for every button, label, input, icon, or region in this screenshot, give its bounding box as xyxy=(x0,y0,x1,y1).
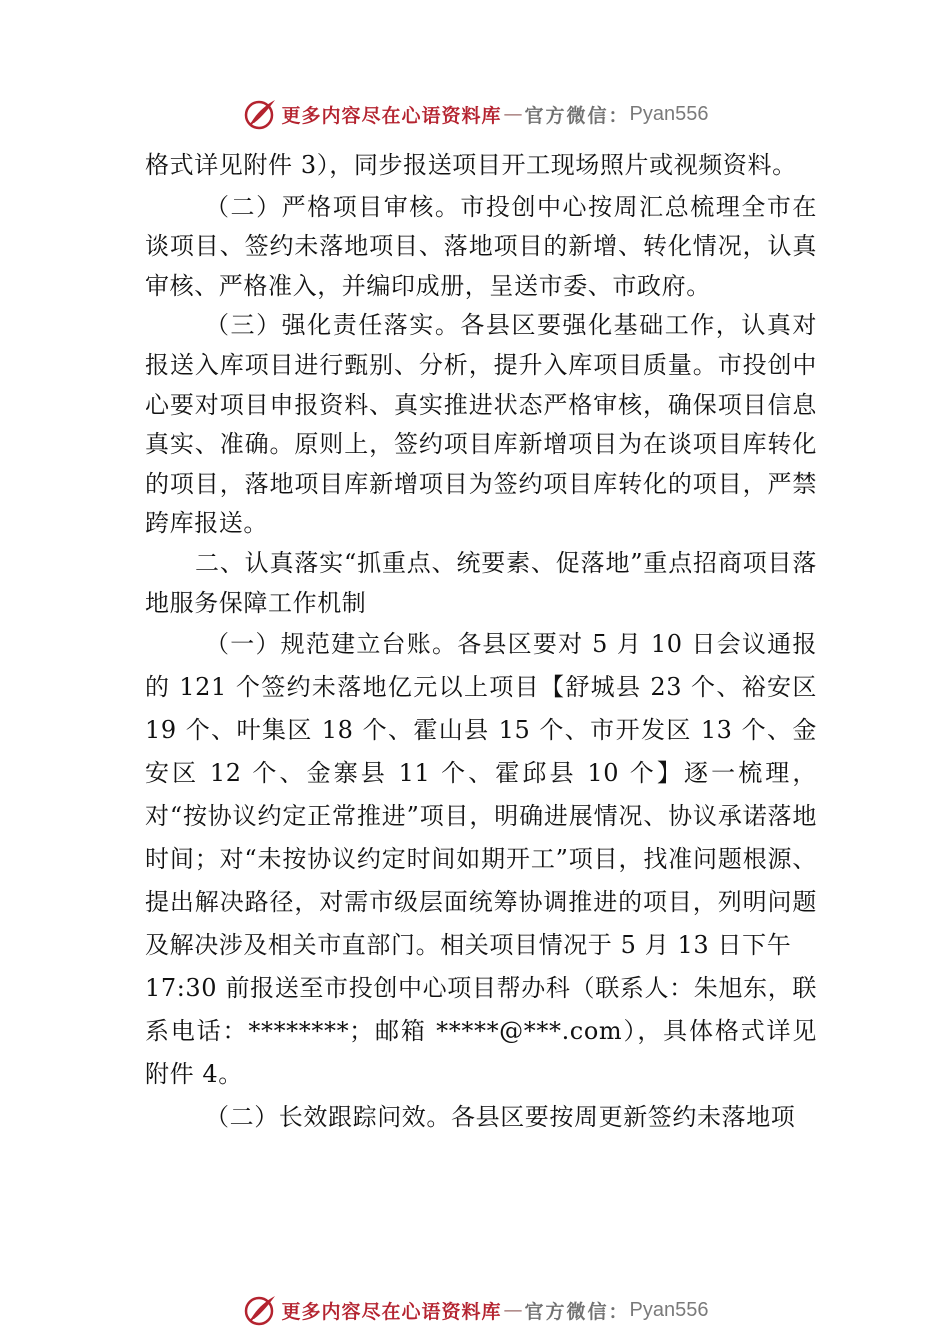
wechat-id: Pyan556 xyxy=(629,102,709,125)
quill-logo-icon xyxy=(242,96,278,132)
site-name: 更多内容尽在心语资料库 xyxy=(281,104,502,127)
paragraph-responsibility: （三）强化责任落实。各县区要强化基础工作，认真对报送入库项目进行甄别、分析，提升入库项目质量。市投创中心要对项目申报资料、真实推进状态严格审核，确保项目信息真实、准确。原则上，签约项目库新增项目为在谈项目库转化的项目，落地项目库新增项目为签约项目库转化的项目，严禁跨库报送。 xyxy=(145,311,817,538)
paragraph-ledger: （一）规范建立台账。各县区要对 5 月 10 日会议通报的 121 个签约未落地亿元以上项目【舒城县 23 个、裕安区 19 个、叶集区 18 个、霍山县 15 个、市开发区 13 个、金安区 12 个、金寨县 11 个、霍邱县 10 个】逐一梳理，对“按协议约定正常推进”项目，明确进展情况、协议承诺落地时间；对“未按协议约定时间如期开工”项目，找准问题根源、提出解决路径，对需市级层面统筹协调推进的项目，列明问题及解决涉及相关市直部门。相关项目情况于 5 月 13 日下午 xyxy=(145,630,817,960)
banner-dash: — xyxy=(503,103,523,125)
site-name: 更多内容尽在心语资料库 xyxy=(281,1300,502,1323)
wechat-label: 官方微信： xyxy=(524,1300,630,1323)
paragraph-continuation: 格式详见附件 3），同步报送项目开工现场照片或视频资料。 xyxy=(145,151,797,179)
wechat-id: Pyan556 xyxy=(629,1298,709,1321)
paragraph-tracking: （二）长效跟踪问效。各县区要按周更新签约未落地项 xyxy=(205,1103,796,1132)
paragraph-submission: 17:30 前报送至市投创中心项目帮办科（联系人：朱旭东，联系电话：********；邮箱 *****@***.com），具体格式详见附件 4。 xyxy=(145,974,817,1089)
paragraph-review: （二）严格项目审核。市投创中心按周汇总梳理全市在谈项目、签约未落地项目、落地项目的新增、转化情况，认真审核、严格准入，并编印成册，呈送市委、市政府。 xyxy=(145,192,817,300)
footer-banner xyxy=(0,1290,950,1330)
quill-logo-icon xyxy=(242,1292,278,1328)
wechat-label: 官方微信： xyxy=(524,104,630,127)
banner-dash: — xyxy=(503,1299,523,1321)
header-banner xyxy=(0,94,950,134)
document-body xyxy=(145,146,817,1139)
section-heading: 二、认真落实“抓重点、统要素、促落地”重点招商项目落地服务保障工作机制 xyxy=(145,548,817,617)
